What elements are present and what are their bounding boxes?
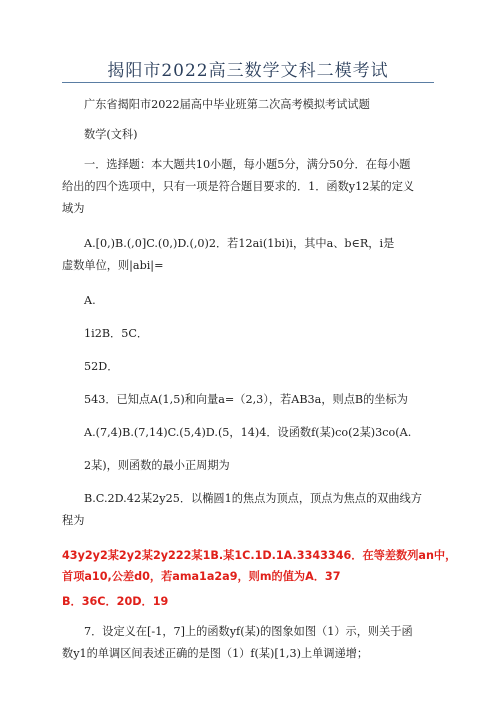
paragraph-line: 给出的四个选项中，只有一项是符合题目要求的．1．函数y12某的定义 [62,180,415,193]
paragraph-line: 一．选择题：本大题共10小题，每小题5分，满分50分．在每小题 [84,158,411,171]
paragraph-subject: 数学(文科) [84,128,138,141]
paragraph-line: 数y1的单调区间表述正确的是图（1）f(某)[1,3)上单调递增； [62,647,369,660]
paragraph-line: 域为 [62,202,85,215]
paragraph-line: 程为 [62,514,85,527]
paragraph-subtitle: 广东省揭阳市2022届高中毕业班第二次高考模拟考试试题 [84,98,370,111]
paragraph-line: A. [84,294,96,307]
paragraph-line: 1i2B．5C． [84,327,149,340]
paragraph-line: 2某)，则函数的最小正周期为 [84,459,230,472]
paragraph-line: 543．已知点A(1,5)和向量a=（2,3），若AB3a，则点B的坐标为 [84,393,408,406]
paragraph-line: 52D． [84,360,119,373]
paragraph-line: A.[0,)B.(,0]C.(0,)D.(,0)2．若12ai(1bi)i，其中a、b∈R，i是 [84,237,395,250]
paragraph-line: 7．设定义在[-1，7]上的函数yf(某)的图象如图（1）示，则关于函 [84,625,413,638]
paragraph-line: 虚数单位，则|abi|= [62,259,164,272]
highlighted-question-line: 43y2y2某2y2某2y222某1B.某1C.1D.1A.3343346．在等差数列an中， [62,549,457,562]
highlighted-question-line: 首项a10,公差d0，若ama1a2a9，则m的值为A．37 [62,570,341,583]
title-underline [62,82,434,83]
document-title: 揭阳市2022高三数学文科二模考试 [107,61,389,81]
paragraph-line: A.(7,4)B.(7,14)C.(5,4)D.(5，14)4．设函数f(某)co(2某)3co(A. [84,426,412,439]
highlighted-options-line: B．36C．20D．19 [62,595,169,608]
paragraph-line: B.C.2D.42某2y25．以椭圆1的焦点为顶点，顶点为焦点的双曲线方 [84,492,422,505]
